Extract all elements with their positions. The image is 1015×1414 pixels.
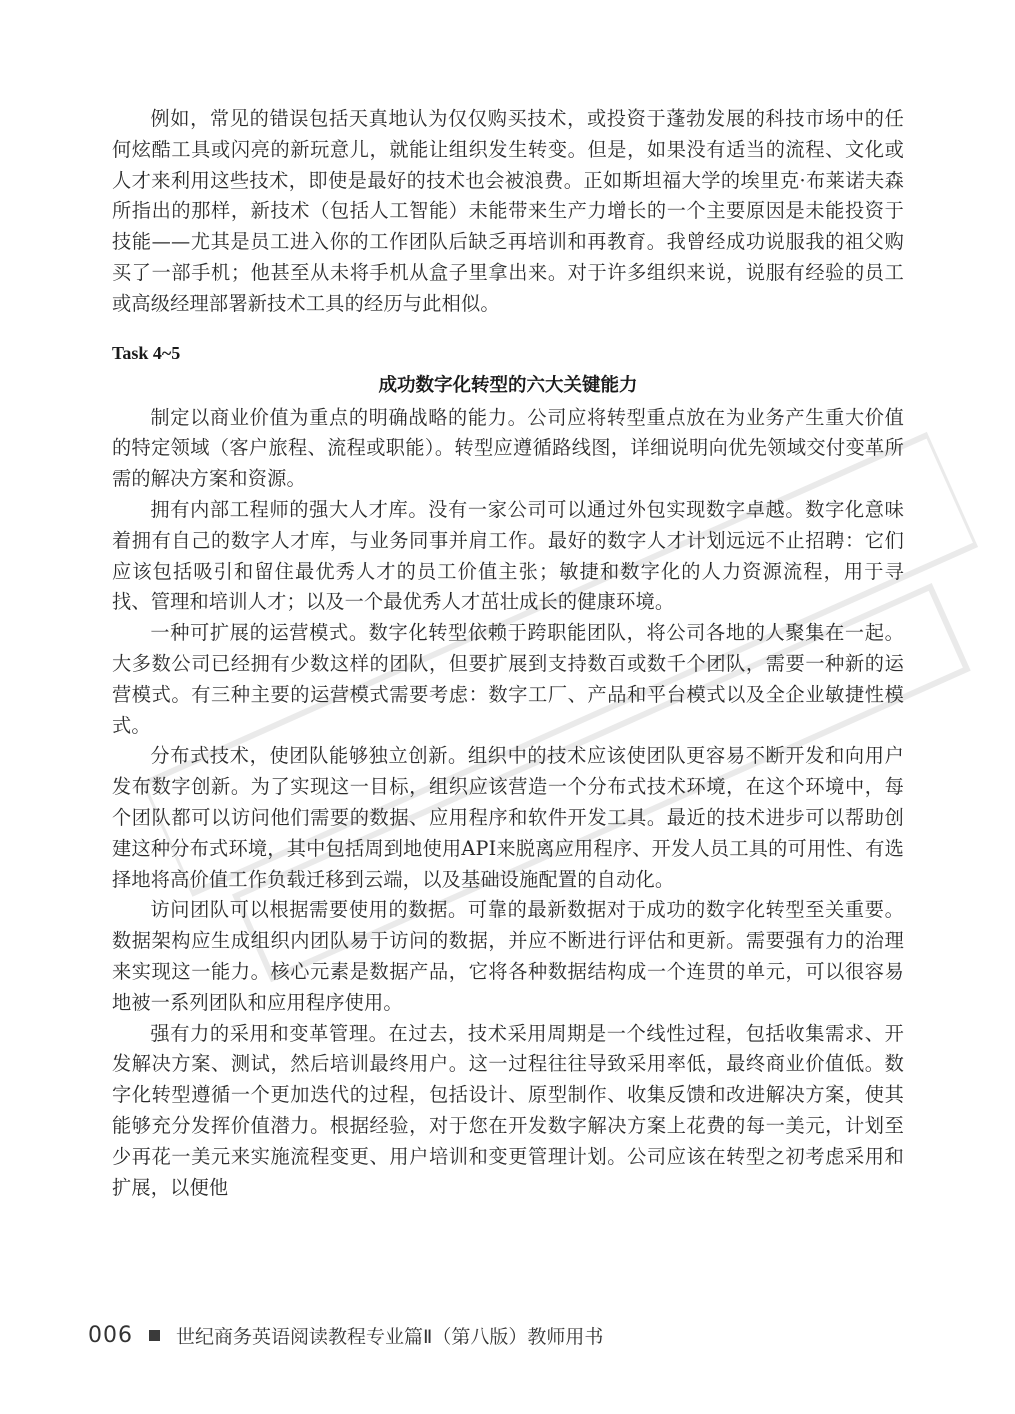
paragraph-talent: 拥有内部工程师的强大人才库。没有一家公司可以通过外包实现数字卓越。数字化意味着拥有自己的数字人才库，与业务同事并肩工作。最好的数字人才计划远远不止招聘：它们应该包括吸引和留住最优秀人才的员工价值主张；敏捷和数字化的人力资源流程，用于寻找、管理和培训人才；以及一个最优秀人才茁壮成长的健康环境。 [112, 497, 904, 614]
page-content [112, 104, 904, 1203]
page-number: 006 [88, 1323, 133, 1348]
paragraph-operating-model: 一种可扩展的运营模式。数字化转型依赖于跨职能团队，将公司各地的人聚集在一起。大多数公司已经拥有少数这样的团队，但要扩展到支持数百或数千个团队，需要一种新的运营模式。有三种主要的运营模式需要考虑：数字工厂、产品和平台模式以及全企业敏捷性模式。 [112, 621, 904, 737]
page-footer [88, 1322, 603, 1349]
book-title: 世纪商务英语阅读教程专业篇Ⅱ（第八版）教师用书 [176, 1326, 604, 1348]
paragraph-strategy: 制定以商业价值为重点的明确战略的能力。公司应将转型重点放在为业务产生重大价值的特定领域（客户旅程、流程或职能）。转型应遵循路线图，详细说明向优先领域交付变革所需的解决方案和资源。 [112, 405, 904, 491]
paragraph-data-access: 访问团队可以根据需要使用的数据。可靠的最新数据对于成功的数字化转型至关重要。数据架构应生成组织内团队易于访问的数据，并应不断进行评估和更新。需要强有力的治理来实现这一能力。核心元素是数据产品，它将各种数据结构成一个连贯的单元，可以很容易地被一系列团队和应用程序使用。 [112, 898, 904, 1014]
section-title: 成功数字化转型的六大关键能力 [378, 374, 638, 396]
paragraph-distributed-technology: 分布式技术，使团队能够独立创新。组织中的技术应该使团队更容易不断开发和向用户发布数字创新。为了实现这一目标，组织应该营造一个分布式技术环境，在这个环境中，每个团队都可以访问他们需要的数据、应用程序和软件开发工具。最近的技术进步可以帮助创建这种分布式环境，其中包括周到地使用API来脱离应用程序、开发人员工具的可用性、有选择地将高价值工作负载迁移到云端，以及基础设施配置的自动化。 [112, 744, 904, 891]
intro-paragraph: 例如，常见的错误包括天真地认为仅仅购买技术，或投资于蓬勃发展的科技市场中的任何炫酷工具或闪亮的新玩意儿，就能让组织发生转变。但是，如果没有适当的流程、文化或人才来利用这些技术，即使是最好的技术也会被浪费。正如斯坦福大学的埃里克·布莱诺夫森所指出的那样，新技术（包括人工智能）未能带来生产力增长的一个主要原因是未能投资于技能——尤其是员工进入你的工作团队后缺乏再培训和再教育。我曾经成功说服我的祖父购买了一部手机；他甚至从未将手机从盒子里拿出来。对于许多组织来说，说服有经验的员工或高级经理部署新技术工具的经历与此相似。 [112, 107, 904, 315]
task-label: Task 4~5 [112, 342, 181, 363]
square-bullet-icon [149, 1330, 160, 1341]
paragraph-adoption: 强有力的采用和变革管理。在过去，技术采用周期是一个线性过程，包括收集需求、开发解决方案、测试，然后培训最终用户。这一过程往往导致采用率低，最终商业价值低。数字化转型遵循一个更加迭代的过程，包括设计、原型制作、收集反馈和改进解决方案，使其能够充分发挥价值潜力。根据经验，对于您在开发数字解决方案上花费的每一美元，计划至少再花一美元来实施流程变更、用户培训和变更管理计划。公司应该在转型之初考虑采用和扩展，以便他 [112, 1021, 904, 1199]
